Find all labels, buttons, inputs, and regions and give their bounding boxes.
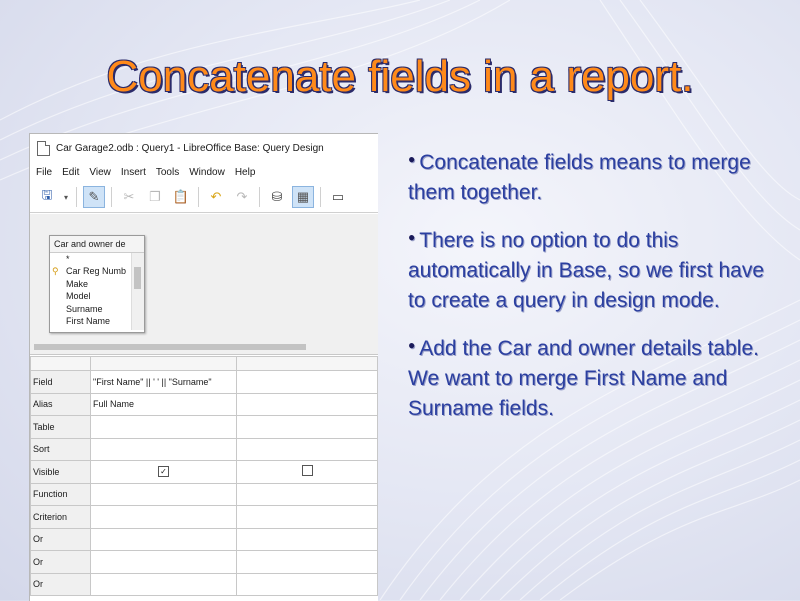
toolbar-separator — [76, 187, 77, 207]
design-area-scrollbar[interactable] — [30, 342, 378, 352]
field-cell[interactable]: "First Name" || ' ' || "Surname" — [91, 371, 237, 394]
field-cell[interactable] — [237, 371, 378, 394]
field-list-item[interactable] — [50, 303, 129, 315]
field-list-item[interactable] — [50, 290, 129, 302]
menu-file[interactable]: File — [36, 166, 53, 178]
sort-cell[interactable] — [237, 438, 378, 461]
edit-mode-icon[interactable]: ✎ — [83, 186, 105, 208]
bullet-icon: ● — [408, 230, 416, 244]
row-label-or: Or — [31, 528, 91, 551]
row-label-table: Table — [31, 416, 91, 439]
toolbar-separator — [111, 187, 112, 207]
or-cell[interactable] — [237, 551, 378, 574]
menu-help[interactable]: Help — [234, 166, 256, 178]
menu-window[interactable]: Window — [189, 166, 225, 178]
field-list-item[interactable] — [50, 278, 129, 290]
standard-toolbar — [30, 182, 378, 213]
slide-title: Concatenate fields in a report. — [106, 52, 694, 101]
field-label: Make — [66, 278, 89, 289]
paste-icon[interactable]: 📋 — [172, 189, 190, 204]
window-title: Car Garage2.odb : Query1 - LibreOffice Base: Query Design — [56, 142, 324, 154]
design-view-icon[interactable]: ▦ — [292, 186, 314, 208]
or-cell[interactable] — [91, 573, 237, 596]
bullet-text: There is no option to do this automatically in Base, so we first have to create a query in design mode. — [408, 229, 764, 312]
field-label: Car Reg Numb — [66, 266, 127, 277]
menu-insert[interactable]: Insert — [120, 166, 146, 178]
add-table-icon[interactable]: ▭ — [331, 189, 345, 204]
bullet-item — [408, 330, 768, 424]
bullet-text: Concatenate fields means to merge them together. — [408, 151, 751, 204]
table-cell[interactable] — [91, 416, 237, 439]
function-cell[interactable] — [91, 483, 237, 506]
copy-icon[interactable]: ❐ — [149, 189, 161, 204]
menu-tools[interactable]: Tools — [155, 166, 180, 178]
menu-edit[interactable]: Edit — [62, 166, 80, 178]
visible-cell — [91, 461, 237, 484]
save-icon[interactable]: 🖫 — [41, 187, 53, 202]
row-label-or: Or — [31, 573, 91, 596]
bullet-item — [408, 222, 768, 316]
row-label-criterion: Criterion — [31, 506, 91, 529]
menu-view[interactable]: View — [89, 166, 111, 178]
visible-checkbox-unchecked[interactable] — [302, 465, 313, 476]
bullet-item — [408, 144, 768, 208]
row-label-field: Field — [31, 371, 91, 394]
table-window-title: Car and owner de — [50, 236, 144, 253]
field-label: * — [66, 254, 70, 264]
field-list-item[interactable] — [50, 265, 129, 277]
field-label: First Name — [66, 315, 111, 326]
title-bar — [30, 134, 378, 162]
undo-icon[interactable]: ↶ — [210, 189, 222, 204]
function-cell[interactable] — [237, 483, 378, 506]
column-header[interactable] — [91, 357, 237, 371]
bullet-icon: ● — [408, 152, 416, 166]
row-label-function: Function — [31, 483, 91, 506]
or-cell[interactable] — [91, 528, 237, 551]
visible-checkbox-checked[interactable]: ✓ — [158, 466, 169, 477]
alias-cell[interactable]: Full Name — [91, 393, 237, 416]
scrollbar-thumb[interactable] — [34, 344, 306, 350]
column-header[interactable] — [237, 357, 378, 371]
redo-icon[interactable]: ↷ — [236, 189, 248, 204]
toolbar-separator — [198, 187, 199, 207]
grid-corner — [31, 357, 91, 371]
field-label: Model — [66, 291, 91, 302]
primary-key-icon: ⚲ — [52, 266, 59, 277]
criterion-cell[interactable] — [237, 506, 378, 529]
alias-cell[interactable] — [237, 393, 378, 416]
document-icon — [37, 141, 50, 156]
table-window-car-and-owner[interactable] — [49, 235, 145, 333]
field-list-scrollbar[interactable] — [131, 253, 144, 330]
row-label-visible: Visible — [31, 461, 91, 484]
libreoffice-base-window — [29, 133, 378, 601]
or-cell[interactable] — [237, 573, 378, 596]
table-cell[interactable] — [237, 416, 378, 439]
toolbar-separator — [259, 187, 260, 207]
table-design-area[interactable] — [30, 214, 378, 355]
dropdown-arrow-icon[interactable]: ▾ — [63, 192, 68, 202]
field-list-item[interactable] — [50, 315, 129, 327]
criterion-cell[interactable] — [91, 506, 237, 529]
cut-icon[interactable]: ✂ — [123, 189, 135, 204]
run-query-icon[interactable]: ⛁ — [271, 189, 283, 204]
bullet-list — [408, 144, 768, 438]
row-label-alias: Alias — [31, 393, 91, 416]
field-list-item[interactable] — [50, 253, 129, 265]
visible-cell — [237, 461, 378, 484]
or-cell[interactable] — [237, 528, 378, 551]
menu-bar — [30, 162, 378, 182]
toolbar-separator — [320, 187, 321, 207]
field-label: Surname — [66, 303, 103, 314]
scrollbar-thumb[interactable] — [134, 267, 141, 289]
or-cell[interactable] — [91, 551, 237, 574]
bullet-icon: ● — [408, 338, 416, 352]
bullet-text: Add the Car and owner details table. We want to merge First Name and Surname fields. — [408, 337, 759, 420]
row-label-or: Or — [31, 551, 91, 574]
row-label-sort: Sort — [31, 438, 91, 461]
field-list — [50, 253, 129, 330]
query-design-grid — [30, 356, 378, 596]
sort-cell[interactable] — [91, 438, 237, 461]
